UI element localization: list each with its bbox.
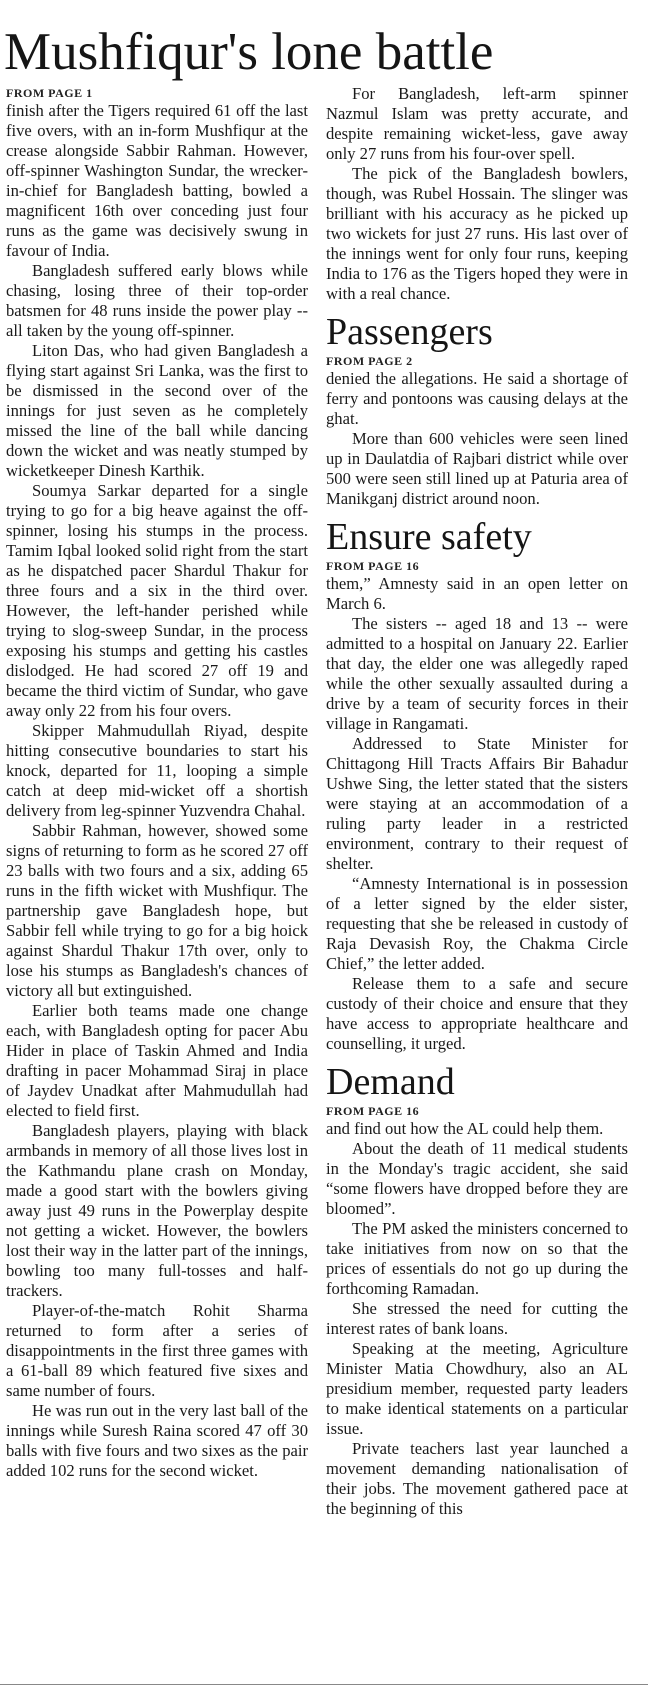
article-paragraph: Bangladesh suffered early blows while chasing, losing three of their top-order batsmen for 48 runs inside the power play -- all taken by the young off-spinner.	[6, 261, 308, 340]
jump-line: FROM PAGE 2	[326, 354, 413, 368]
article-paragraph: them,” Amnesty said in an open letter on March 6.	[326, 574, 628, 613]
article-paragraph: She stressed the need for cutting the interest rates of bank loans.	[326, 1299, 628, 1338]
article-paragraph: Player-of-the-match Rohit Sharma returned to form after a series of disappointments in the first three games with a 61-ball 89 which featured five sixes and same number of fours.	[6, 1301, 308, 1400]
ensure-safety-heading: Ensure safety	[326, 516, 532, 558]
article-paragraph: The PM asked the ministers concerned to take initiatives from now on so that the prices of essentials do not go up during the forthcoming Ramadan.	[326, 1219, 628, 1298]
jump-line: FROM PAGE 1	[6, 86, 93, 100]
article-paragraph: The sisters -- aged 18 and 13 -- were admitted to a hospital on January 22. Earlier that day, the elder one was allegedly raped while the other sexually assaulted during a drive by a team of security forces in their village in Rangamati.	[326, 614, 628, 733]
article-paragraph: Release them to a safe and secure custody of their choice and ensure that they have access to appropriate healthcare and counselling, it urged.	[326, 974, 628, 1053]
article-paragraph: and find out how the AL could help them.	[326, 1119, 604, 1138]
article-paragraph: Liton Das, who had given Bangladesh a flying start against Sri Lanka, was the first to be dismissed in the second over of the innings for just seven as he completely missed the line of the ball while dancing down the wicket and was neatly stumped by wicketkeeper Dinesh Karthik.	[6, 341, 308, 480]
article-paragraph: Skipper Mahmudullah Riyad, despite hitting consecutive boundaries to start his knock, departed for 11, looping a simple catch at deep mid-wicket off a shortish delivery from leg-spinner Yuzvendra Chahal.	[6, 721, 308, 820]
article-paragraph: Sabbir Rahman, however, showed some signs of returning to form as he scored 27 off 23 balls with two fours and a six, adding 65 runs in the fifth wicket with Mushfiqur. The partnership gave Bangladesh hope, but Sabbir fell while trying to go for a big hoick against Shardul Thakur 17th over, only to lose his stumps as Bangladesh's chances of victory all but extinguished.	[6, 821, 308, 1000]
demand-heading: Demand	[326, 1061, 455, 1103]
article-paragraph: “Amnesty International is in possession of a letter signed by the elder sister, requesting that she be released in custody of Raja Devasish Roy, the Chakma Circle Chief,” the letter added.	[326, 874, 628, 973]
article-paragraph: Addressed to State Minister for Chittagong Hill Tracts Affairs Bir Bahadur Ushwe Sing, the letter stated that the sisters were staying at an accommodation of a ruling party leader in a restricted environment, contrary to their request of shelter.	[326, 734, 628, 873]
article-paragraph: Bangladesh players, playing with black armbands in memory of all those lives lost in the Kathmandu plane crash on Monday, made a good start with the bowlers giving away just 49 runs in the Powerplay despite not getting a wicket. However, the bowlers lost their way in the latter part of the innings, bowling too many full-tosses and half-trackers.	[6, 1121, 308, 1300]
jump-line: FROM PAGE 16	[326, 1104, 420, 1118]
article-paragraph: For Bangladesh, left-arm spinner Nazmul Islam was pretty accurate, and despite remaining wicket-less, gave away only 27 runs from his four-over spell.	[326, 84, 628, 163]
right-column	[326, 84, 628, 1519]
headline: Mushfiqur's lone battle	[4, 23, 494, 81]
article-paragraph: Speaking at the meeting, Agriculture Minister Matia Chowdhury, also an AL presidium member, requested party leaders to make identical statements on a particular issue.	[326, 1339, 628, 1438]
passengers-heading: Passengers	[326, 311, 493, 353]
article-paragraph: Soumya Sarkar departed for a single trying to go for a big heave against the off-spinner, losing his stumps in the process. Tamim Iqbal looked solid right from the start as he dispatched pacer Shardul Thakur for three fours and a six in the third over. However, the left-hander perished while trying to slog-sweep Sundar, in the process exposing his stumps and getting his castles dislodged. He had scored 27 off 19 and became the third victim of Sundar, who gave away only 22 from his four overs.	[6, 481, 308, 720]
article-paragraph: He was run out in the very last ball of the innings while Suresh Raina scored 47 off 30 balls with five fours and two sixes as the pair added 102 runs for the second wicket.	[6, 1401, 308, 1480]
article-paragraph: finish after the Tigers required 61 off the last five overs, with an in-form Mushfiqur at the crease alongside Sabbir Rahman. However, off-spinner Washington Sundar, the wrecker-in-chief for Bangladesh batting, bowled a magnificent 16th over conceding just four runs as the game was decisively swung in favour of India.	[6, 101, 308, 260]
jump-line: FROM PAGE 16	[326, 559, 420, 573]
article-paragraph: Private teachers last year launched a movement demanding nationalisation of their jobs. The movement gathered pace at the beginning of this	[326, 1439, 628, 1518]
left-column	[6, 86, 308, 1481]
article-paragraph: Earlier both teams made one change each, with Bangladesh opting for pacer Abu Hider in place of Taskin Ahmed and India drafting in pacer Mohammad Siraj in place of Jaydev Unadkat after Mahmudullah had elected to field first.	[6, 1001, 308, 1120]
article-paragraph: The pick of the Bangladesh bowlers, though, was Rubel Hossain. The slinger was brilliant with his accuracy as he picked up two wickets for just 27 runs. His last over of the innings went for only four runs, keeping India to 176 as the Tigers hoped they were in with a real chance.	[326, 164, 628, 303]
article-paragraph: More than 600 vehicles were seen lined up in Daulatdia of Rajbari district while over 500 were seen still lined up at Paturia area of Manikganj district around noon.	[326, 429, 628, 508]
article-paragraph: denied the allegations. He said a shortage of ferry and pontoons was causing delays at the ghat.	[326, 369, 628, 428]
article-paragraph: About the death of 11 medical students in the Monday's tragic accident, she said “some flowers have dropped before they are bloomed”.	[326, 1139, 628, 1218]
bottom-rule	[0, 1684, 648, 1685]
